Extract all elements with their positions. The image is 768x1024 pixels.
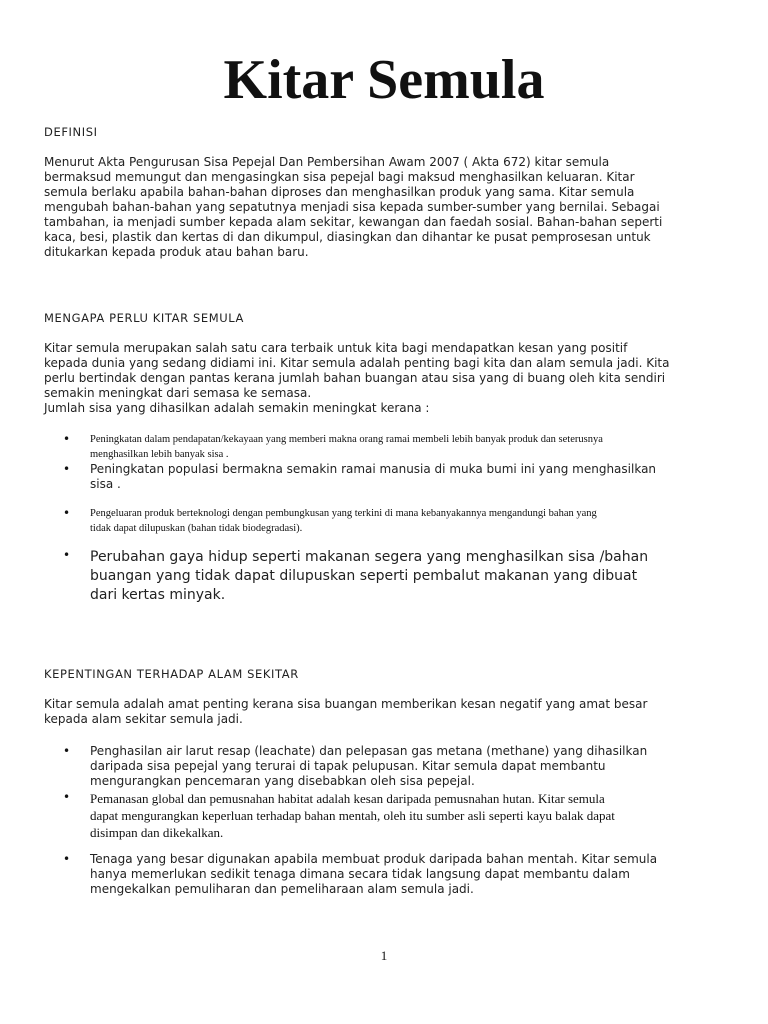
heading-definisi: DEFINISI (44, 125, 98, 139)
text-line: kepada dunia yang sedang didiami ini. Kitar semula adalah penting bagi kita dan alam semula jadi. Kita (44, 356, 670, 370)
text-line: ditukarkan kepada produk atau bahan baru. (44, 245, 309, 259)
paragraph-definisi (44, 155, 724, 260)
paragraph-kepentingan (44, 697, 724, 727)
text-line: Kitar semula adalah amat penting kerana sisa buangan memberikan kesan negatif yang amat besar (44, 697, 648, 711)
heading-mengapa: MENGAPA PERLU KITAR SEMULA (44, 311, 245, 325)
text-line: tambahan, ia menjadi sumber kepada alam sekitar, kewangan dan faedah sosial. Bahan-bahan seperti (44, 215, 663, 229)
document-title: Kitar Semula (223, 49, 545, 111)
bullet-icon: • (63, 744, 71, 758)
text-line: mengubah bahan-bahan yang sepatutnya menjadi sisa kepada sumber-sumber yang bernilai. Sebagai (44, 200, 660, 214)
list-item-text: Pemanasan global dan pemusnahan habitat adalah kesan daripada pemusnahan hutan. Kitar semula dapat mengurangkan keperluan terhadap bahan mentah, oleh itu sumber asli seperti kayu balak dapat disimpan dan dikekalkan. (90, 791, 615, 840)
text-line: Kitar semula merupakan salah satu cara terbaik untuk kita bagi mendapatkan kesan yang positif (44, 341, 628, 355)
list-item-text: Perubahan gaya hidup seperti makanan segera yang menghasilkan sisa /bahan buangan yang tidak dapat dilupuskan seperti pembalut makanan yang dibuat dari kertas minyak. (90, 549, 649, 603)
text-line: perlu bertindak dengan pantas kerana jumlah bahan buangan atau sisa yang di buang oleh kita sendiri (44, 371, 666, 385)
text-line: bermaksud memungut dan mengasingkan sisa pepejal bagi maksud menghasilkan keluaran. Kitar (44, 170, 635, 184)
paragraph-mengapa (44, 341, 724, 416)
bullet-icon: • (63, 462, 71, 476)
text-line: Menurut Akta Pengurusan Sisa Pepejal Dan Pembersihan Awam 2007 ( Akta 672) kitar semula (44, 155, 610, 169)
text-line: semula berlaku apabila bahan-bahan diproses dan menghasilkan produk yang sama. Kitar semula (44, 185, 635, 199)
text-line: Jumlah sisa yang dihasilkan adalah semakin meningkat kerana : (44, 401, 430, 415)
text-line: semakin meningkat dari semasa ke semasa. (44, 386, 312, 400)
bullet-icon: • (63, 790, 71, 804)
bullet-icon: • (63, 506, 71, 520)
text-line: kaca, besi, plastik dan kertas di dan dikumpul, diasingkan dan dihantar ke pusat pemprosesan untuk (44, 230, 651, 244)
list-item-text: Peningkatan populasi bermakna semakin ramai manusia di muka bumi ini yang menghasilkan sisa . (90, 462, 657, 491)
list-item-text: Penghasilan air larut resap (leachate) dan pelepasan gas metana (methane) yang dihasilkan daripada sisa pepejal yang terurai di tapak pelupusan. Kitar semula dapat membantu mengurangkan pencemaran yang disebabkan oleh sisa pepejal. (90, 744, 648, 788)
page-number: 1 (380, 948, 388, 963)
list-item-text: Peningkatan dalam pendapatan/kekayaan yang memberi makna orang ramai membeli lebih banyak produk dan seterusnya menghasilkan lebih banyak sisa . (90, 434, 603, 460)
bullet-icon: • (63, 432, 71, 446)
bullet-icon: • (63, 852, 71, 866)
heading-kepentingan: KEPENTINGAN TERHADAP ALAM SEKITAR (44, 667, 299, 681)
bullet-icon: • (63, 548, 71, 562)
list-item-text: Pengeluaran produk berteknologi dengan pembungkusan yang terkini di mana kebanyakannya mengandungi bahan yang tidak dapat dilupuskan (bahan tidak biodegradasi). (90, 508, 597, 534)
list-item-text: Tenaga yang besar digunakan apabila membuat produk daripada bahan mentah. Kitar semula hanya memerlukan sedikit tenaga dimana secara tidak langsung dapat membantu dalam mengekalkan pemuliharan dan pemeliharaan alam semula jadi. (90, 852, 658, 896)
text-line: kepada alam sekitar semula jadi. (44, 712, 243, 726)
